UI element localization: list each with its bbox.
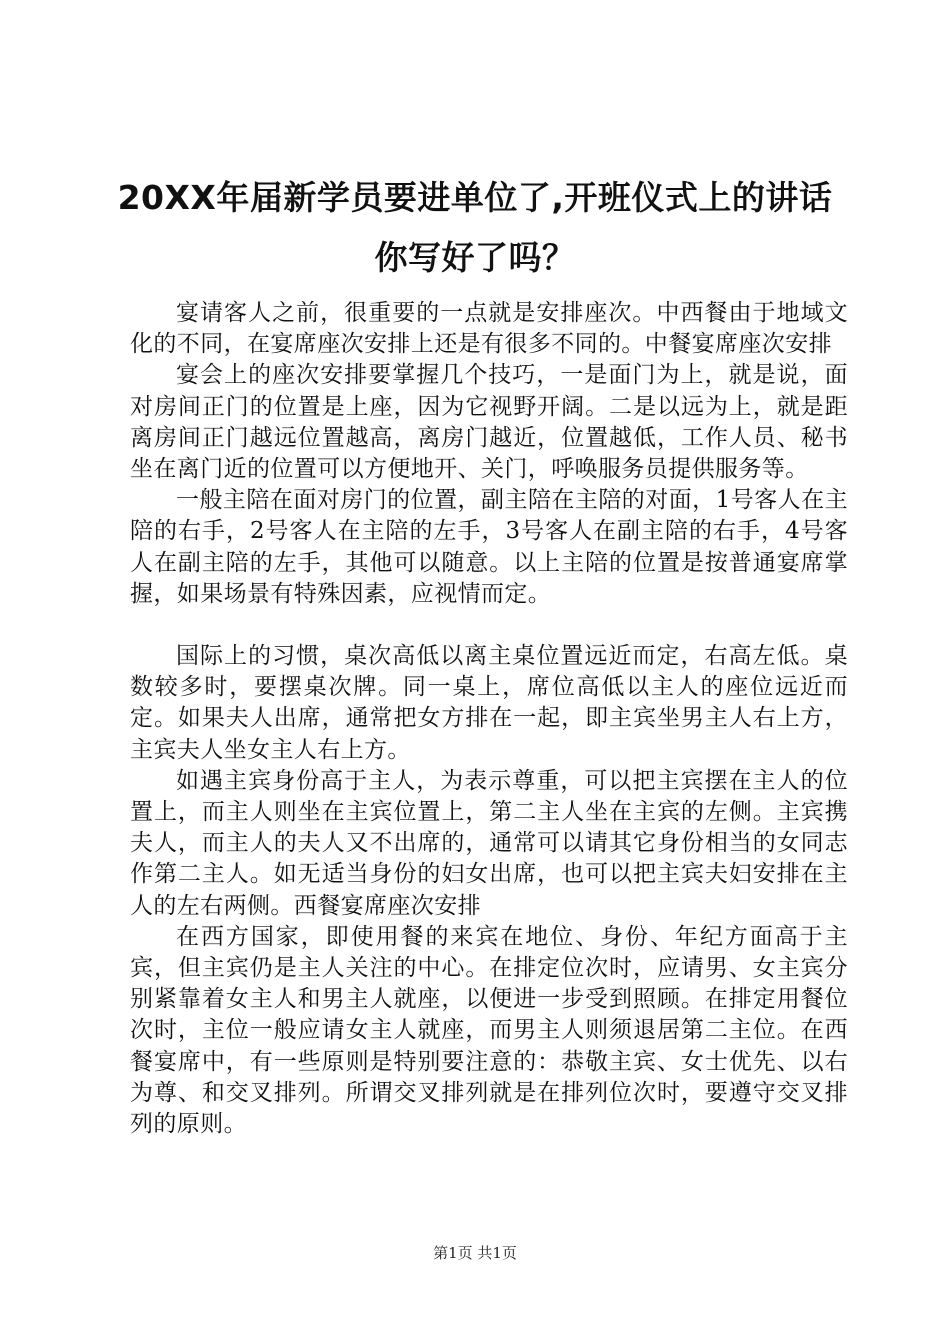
paragraph-4: 国际上的习惯，桌次高低以离主桌位置远近而定，右高左低。桌数较多时，要摆桌次牌。同一桌上，席位高低以主人的座位远近而定。如果夫人出席，通常把女方排在一起，即主宾坐男主人右上方，主宾夫人坐女主人右上方。 xyxy=(130,643,848,763)
paragraph-1: 宴请客人之前，很重要的一点就是安排座次。中西餐由于地域文化的不同，在宴席座次安排上还是有很多不同的。中餐宴席座次安排 xyxy=(130,300,848,358)
paragraph-3: 一般主陪在面对房门的位置，副主陪在主陪的对面，1号客人在主陪的右手，2号客人在主陪的左手，3号客人在副主陪的右手，4号客人在副主陪的左手，其他可以随意。以上主陪的位置是按普通宴席掌握，如果场景有特殊因素，应视情而定。 xyxy=(130,487,848,607)
document-title: 20XX年届新学员要进单位了,开班仪式上的讲话你写好了吗？ xyxy=(117,178,833,277)
page-number-footer: 第1页 共1页 xyxy=(433,1244,517,1262)
paragraph-6: 在西方国家，即使用餐的来宾在地位、身份、年纪方面高于主宾，但主宾仍是主人关注的中心。在排定位次时，应请男、女主宾分别紧靠着女主人和男主人就座，以便进一步受到照顾。在排定用餐位次时，主位一般应请女主人就座，而男主人则须退居第二主位。在西餐宴席中，有一些原则是特别要注意的：恭敬主宾、女士优先、以右为尊、和交叉排列。所谓交叉排列就是在排列位次时，要遵守交叉排列的原则。 xyxy=(130,923,848,1138)
document-body xyxy=(130,298,848,1140)
paragraph-2: 宴会上的座次安排要掌握几个技巧，一是面门为上，就是说，面对房间正门的位置是上座，因为它视野开阔。二是以远为上，就是距离房间正门越远位置越高，离房门越近，位置越低，工作人员、秘书坐在离门近的位置可以方便地开、关门，呼唤服务员提供服务等。 xyxy=(130,362,848,483)
paragraph-5: 如遇主宾身份高于主人，为表示尊重，可以把主宾摆在主人的位置上，而主人则坐在主宾位置上，第二主人坐在主宾的左侧。主宾携夫人，而主人的夫人又不出席的，通常可以请其它身份相当的女同志作第二主人。如无适当身份的妇女出席，也可以把主宾夫妇安排在主人的左右两侧。西餐宴席座次安排 xyxy=(130,767,848,919)
